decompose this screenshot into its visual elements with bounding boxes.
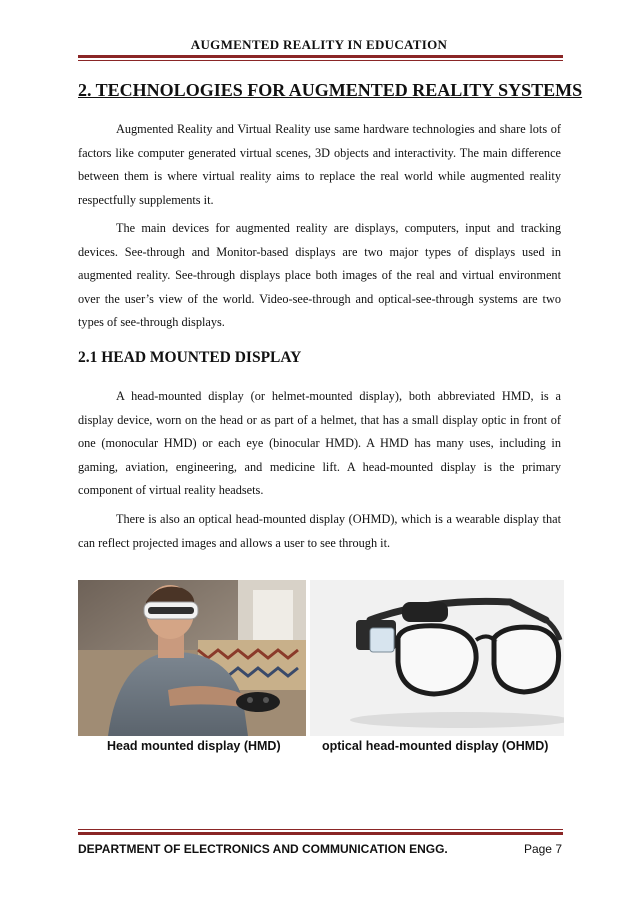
paragraph-intro: Augmented Reality and Virtual Reality use same hardware technologies and share lots of factors like computer generated virtual scenes, 3D objects and interactivity. The main difference between them is where virtual reality aims to replace the real world while augmented reality respectfully supplements it. — [78, 122, 561, 207]
ohmd-illustration — [310, 580, 564, 736]
hmd-photo — [78, 580, 306, 736]
header-rule-thin — [78, 60, 563, 61]
hmd-illustration — [78, 580, 306, 736]
section-heading: 2. TECHNOLOGIES FOR AUGMENTED REALITY SYSTEMS — [78, 80, 583, 100]
caption-ohmd: optical head-mounted display (OHMD) — [322, 739, 549, 753]
footer-department: DEPARTMENT OF ELECTRONICS AND COMMUNICATION ENGG. — [78, 842, 448, 856]
running-header: AUGMENTED REALITY IN EDUCATION — [190, 37, 448, 52]
footer-rule-thick — [78, 832, 563, 835]
page-number: Page 7 — [523, 842, 562, 856]
paragraph-ohmd: There is also an optical head-mounted display (OHMD), which is a wearable display that can reflect projected images and allows a user to see through it. — [78, 512, 561, 550]
subsection-heading: 2.1 HEAD MOUNTED DISPLAY — [78, 349, 302, 366]
paragraph-hmd: A head-mounted display (or helmet-mounted display), both abbreviated HMD, is a display device, worn on the head or as part of a helmet, that has a small display optic in front of one (monocular HMD) or each eye (binocular HMD). A HMD has many uses, including in gaming, aviation, engineering, and medicine lift. A head-mounted display is the primary component of virtual reality headsets. — [78, 389, 561, 497]
ohmd-photo — [310, 580, 564, 736]
paragraph-devices: The main devices for augmented reality are displays, computers, input and tracking devices. See-through and Monitor-based displays are two major types of displays used in augmented reality. See-through displays place both images of the real and virtual environment over the user’s view of the world. Video-see-through and optical-see-through systems are two types of see-through displays. — [78, 221, 561, 329]
caption-hmd: Head mounted display (HMD) — [107, 739, 281, 753]
header-rule-thick — [78, 55, 563, 58]
footer-rule-thin — [78, 829, 563, 830]
